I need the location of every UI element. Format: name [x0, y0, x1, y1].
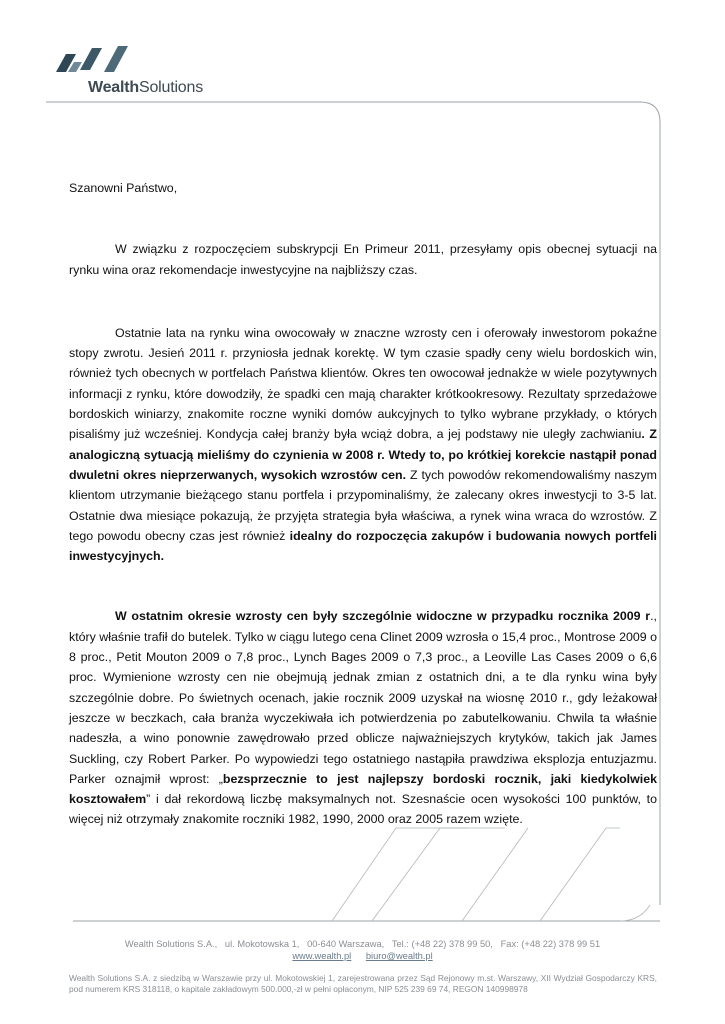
paragraph-intro: W związku z rozpoczęciem subskrypcji En Primeur 2011, przesyłamy opis obecnej sytuacji na rynku wina oraz rekomendacje inwestycyjne na najbliższy czas. [69, 242, 657, 277]
brand-name [88, 79, 203, 97]
paragraph-vintage-bold1: W ostatnim okresie wzrosty cen były szczególnie widoczne w przypadku rocznika 2009 r [115, 609, 651, 624]
paragraph-market-bold2: idealny do rozpoczęcia zakupów i budowania nowych portfeli inwestycyjnych. [69, 528, 657, 564]
paragraph-vintage-bold2: bezsprzecznie to jest najlepszy bordoski rocznik, jaki kiedykolwiek kosztowałem [69, 771, 657, 807]
brand-name-bold: Wealth [88, 79, 139, 96]
footer-contact: Wealth Solutions S.A., ul. Mokotowska 1, 00-640 Warszawa, Tel.: (+48 22) 378 99 50, Fax: (+48 22) 378 99 51 [124, 939, 601, 949]
paragraph-vintage-text2: ” i dał rekordową liczbę maksymalnych not. Szesnaście ocen wysokości 100 punktów, to więcej niż otrzymały znakomite roczniki 1982, 1990, 2000 oraz 2005 razem wzięte. [69, 792, 657, 827]
website-link[interactable]: www.wealth.pl [292, 951, 352, 961]
email-link[interactable]: biuro@wealth.pl [365, 951, 433, 961]
paragraph-market-bold1: . Z analogiczną sytuacją mieliśmy do czynienia w 2008 r. Wtedy to, po krótkiej korekcie nastąpił ponad dwuletni okres nieprzerwanych, wysokich wzrostów cen. [69, 427, 657, 482]
paragraph-vintage-2009 [69, 606, 657, 829]
letter-body [69, 178, 657, 830]
paragraph-market [69, 323, 657, 567]
paragraph-market-text2: Z tych powodów rekomendowaliśmy naszym klientom utrzymanie bieżącego stanu portfela i przypominaliśmy, że zalecany okres inwestycji to 3-5 lat. Ostatnie dwa miesiące pokazują, że przyjęta strategia była właściwa, a rynek wina wraca do wzrostów. Z tego powodu obecny czas jest również [69, 467, 658, 543]
brand-name-regular: Solutions [138, 79, 203, 96]
footer-links [0, 951, 725, 961]
greeting: Szanowni Państwo, [69, 181, 178, 195]
paragraph-vintage-text1: ., który właśnie trafił do butelek. Tylko w ciągu lutego cena Clinet 2009 wzrosła o 15,4 proc., Montrose 2009 o 8 proc., Petit Mouton 2009 o 7,8 proc., Lynch Bages 2009 o 7,3 proc., a Leoville Las Cases 2009 o 6,6 proc. Wymienione wzrosty cen nie obejmują jednak zmian z ostatnich dni, a te dla rynku wina były szczególnie dobre. Po świetnych ocenach, jakie rocznik 2009 uzyskał na wiosnę 2010 r., gdy leżakował jeszcze w beczkach, cała branża wyczekiwała ich potwierdzenia po zabutelkowaniu. Chwila ta właśnie nadeszła, a wino ponownie zawędrowało przed oblicze najważniejszych krytyków, takich jak James Suckling, czy Robert Parker. Po wypowiedzi tego ostatniego nastąpiła prawdziwa eksplozja entuzjazmu. Parker oznajmił wprost: „ [69, 609, 657, 786]
paragraph-market-text1: Ostatnie lata na rynku wina owocowały w znaczne wzrosty cen i oferowały inwestorom pokaźne stopy zwrotu. Jesień 2011 r. przyniosła jednak korektę. W tym czasie spadły ceny wielu bordoskich win, również tych obecnych w portfelach Państwa klientów. Okres ten owocował jednakże w wiele pozytywnych informacji z rynku, które dowodziły, że spadki cen mają charakter krótkookresowy. Rezultaty sprzedażowe bordoskich winiarzy, znakomite roczne wyniki domów aukcyjnych to tylko wybrane przykłady, o których pisaliśmy już wcześniej. Kondycja całej branży była wciąż dobra, a jej podstawy nie uległy zachwianiu [69, 325, 657, 442]
footer-legal-notice: Wealth Solutions S.A. z siedzibą w Warszawie przy ul. Mokotowskiej 1, zarejestrowana przez Sąd Rejonowy m.st. Warszawy, XII Wydział Gospodarczy KRS, pod numerem KRS 318118, o kapitale zakładowym 500.000,-zł w pełni opłaconym, NIP 525 239 69 74, REGON 140998978 [69, 973, 657, 994]
